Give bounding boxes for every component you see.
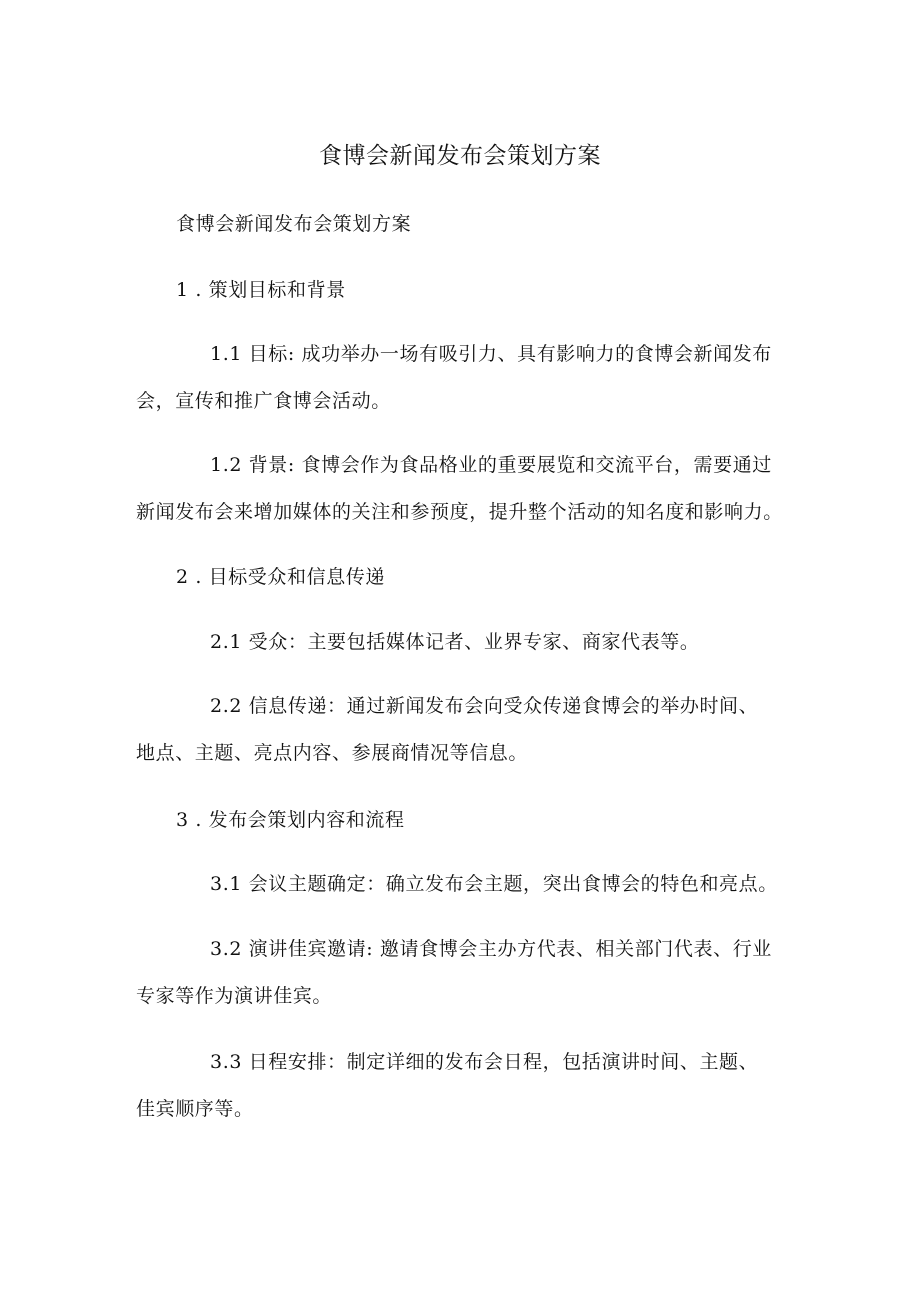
paragraph-3-3-line-2: 佳宾顺序等。	[136, 1098, 254, 1120]
document-title: 食博会新闻发布会策划方案	[319, 143, 601, 169]
paragraph-1-1-line-2: 会，宣传和推广食博会活动。	[136, 390, 391, 412]
paragraph-1-1-line-1: 1.1 目标: 成功举办一场有吸引力、具有影响力的食博会新闻发布	[210, 343, 772, 365]
paragraph-2-1-line-1: 2.1 受众：主要包括媒体记者、业界专家、商家代表等。	[210, 631, 700, 653]
paragraph-1-2-line-1: 1.2 背景: 食博会作为食品格业的重要展览和交流平台，需要通过	[210, 454, 772, 476]
document-subtitle: 食博会新闻发布会策划方案	[176, 213, 412, 235]
section-heading-3: 3 . 发布会策划内容和流程	[176, 809, 405, 831]
paragraph-3-3-line-1: 3.3 日程安排：制定详细的发布会日程，包括演讲时间、主题、	[210, 1051, 759, 1073]
paragraph-1-2-line-2: 新闻发布会来增加媒体的关注和参预度，提升整个活动的知名度和影响力。	[136, 501, 783, 523]
paragraph-3-2-line-1: 3.2 演讲佳宾邀请: 邀请食博会主办方代表、相关部门代表、行业	[210, 938, 772, 960]
section-heading-1: 1 . 策划目标和背景	[176, 279, 346, 301]
paragraph-3-1-line-1: 3.1 会议主题确定：确立发布会主题，突出食博会的特色和亮点。	[210, 873, 778, 895]
paragraph-2-2-line-1: 2.2 信息传递：通过新闻发布会向受众传递食博会的举办时间、	[210, 695, 759, 717]
section-heading-2: 2 . 目标受众和信息传递	[176, 566, 386, 588]
paragraph-3-2-line-2: 专家等作为演讲佳宾。	[136, 985, 333, 1007]
paragraph-2-2-line-2: 地点、主题、亮点内容、参展商情况等信息。	[136, 742, 529, 764]
